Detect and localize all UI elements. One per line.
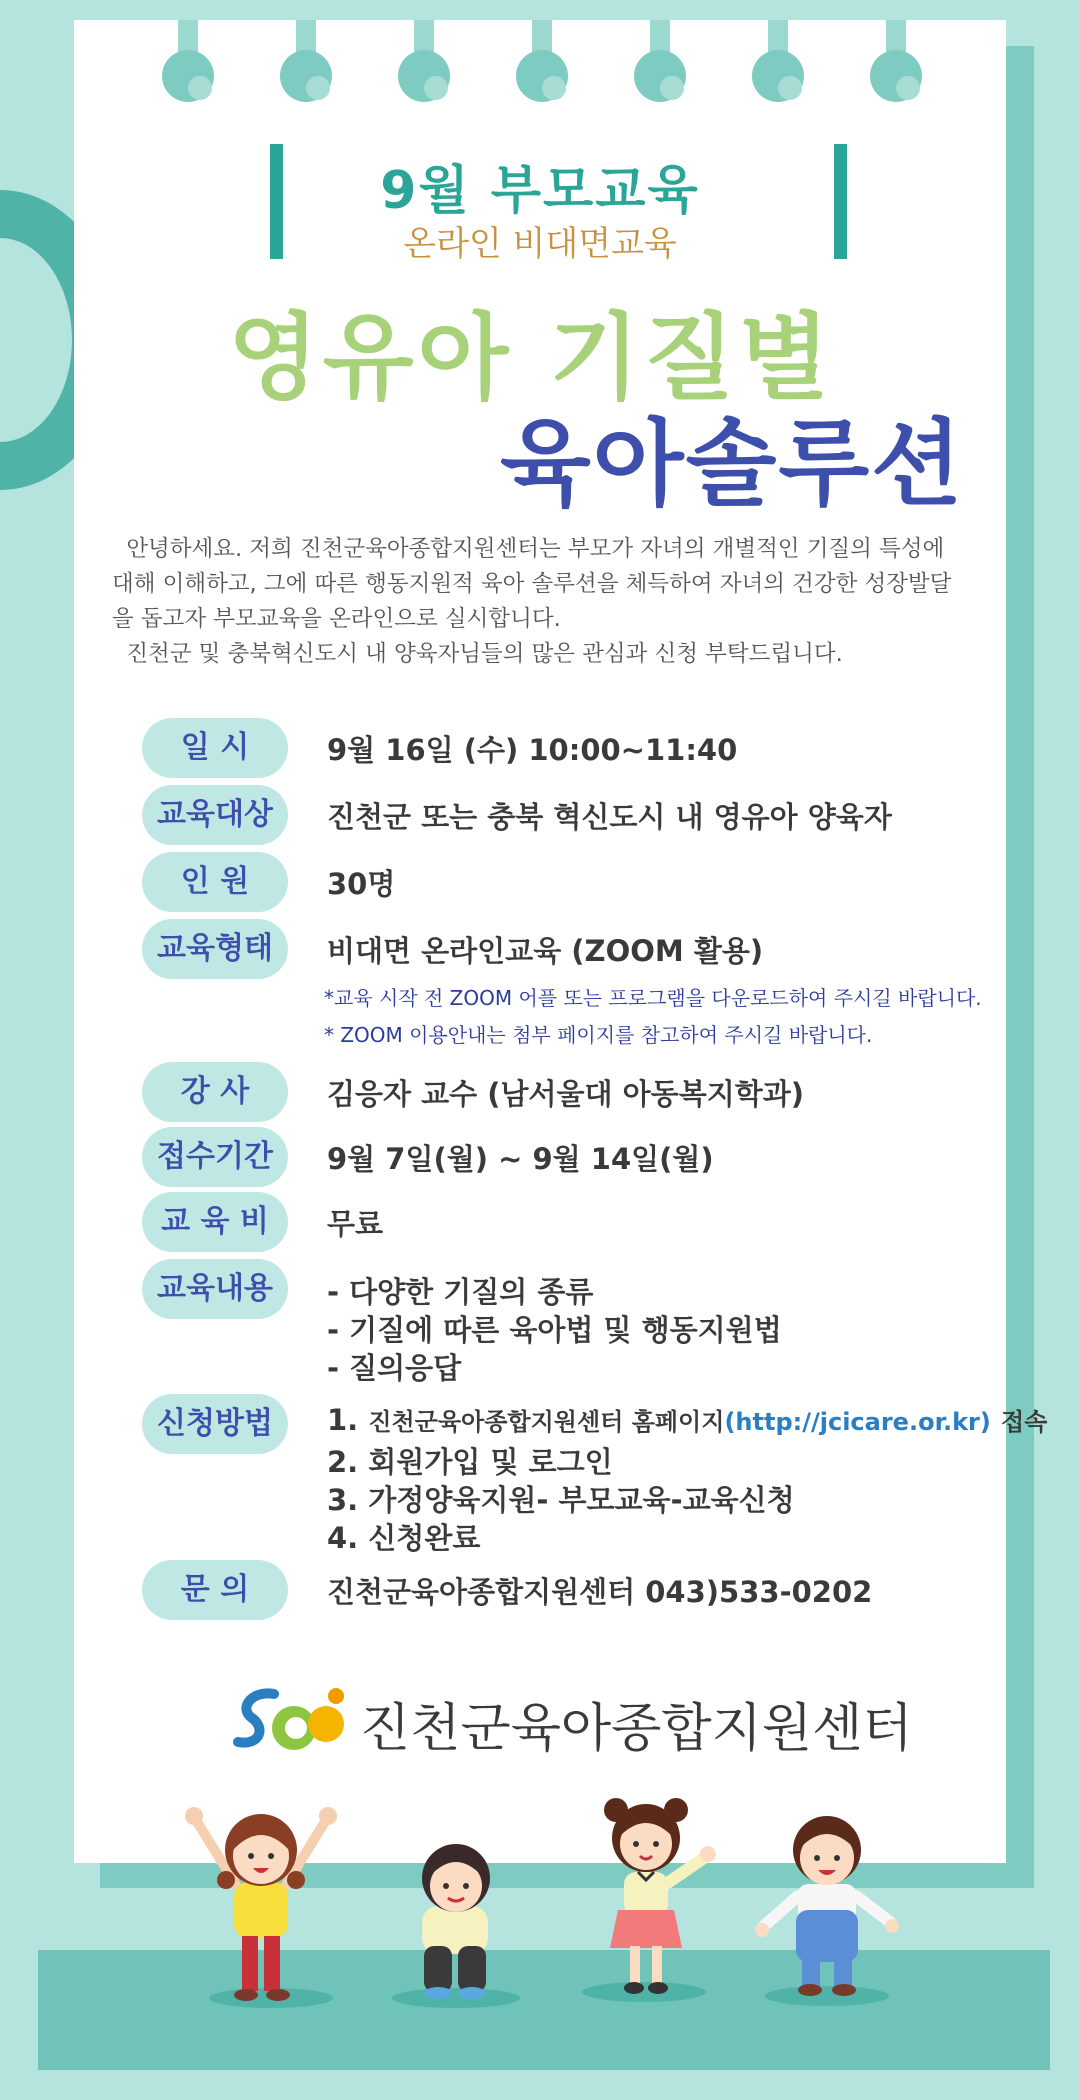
main-title-line1: 영유아 기질별 (228, 304, 834, 413)
intro-text (112, 532, 972, 672)
content-item: - 기질에 따른 육아법 및 행동지원법 (327, 1313, 782, 1347)
step-text: 진천군육아종합지원센터 홈페이지 (368, 1408, 725, 1436)
value-target: 진천군 또는 충북 혁신도시 내 영유아 양육자 (327, 800, 892, 834)
event-subtitle: 온라인 비대면교육 (403, 224, 677, 264)
intro-paragraph-1: 안녕하세요. 저희 진천군육아종합지원센터는 부모가 자녀의 개별적인 기질의 특성에 대해 이해하고, 그에 따른 행동지원적 육아 솔루션을 체득하여 자녀의 건강한 성장발달을 돕고자 부모교육을 온라인으로 실시합니다. (112, 536, 952, 632)
binder-ring-icon (280, 20, 332, 102)
event-title: 9월 부모교육 (380, 161, 700, 221)
boy-sitting-illustration (386, 1840, 526, 2010)
girl-cheering-illustration (176, 1790, 346, 2010)
format-note-1: *교육 시작 전 ZOOM 어플 또는 프로그램을 다운로드하여 주시길 바랍니다. (324, 986, 982, 1010)
value-people: 30명 (327, 867, 396, 901)
apply-step-2: 2. 회원가입 및 로그인 (327, 1445, 613, 1479)
format-note-2: * ZOOM 이용안내는 첨부 페이지를 참고하여 주시길 바랍니다. (324, 1023, 873, 1047)
step-number: 1. (327, 1403, 359, 1437)
label-period: 접수기간 (142, 1127, 288, 1187)
apply-step-4: 4. 신청완료 (327, 1521, 481, 1555)
logo-mark-icon (230, 1680, 360, 1760)
content-item: - 질의응답 (327, 1351, 462, 1385)
girl-waving-illustration (578, 1788, 728, 2003)
boy-overalls-illustration (752, 1806, 902, 2006)
homepage-link[interactable]: (http://jcicare.or.kr) (724, 1408, 991, 1436)
value-lecturer: 김응자 교수 (남서울대 아동복지학과) (327, 1077, 805, 1111)
value-period: 9월 7일(월) ~ 9월 14일(월) (327, 1142, 714, 1176)
intro-paragraph (112, 637, 972, 672)
label-lecturer: 강 사 (142, 1062, 288, 1122)
label-format: 교육형태 (142, 919, 288, 979)
apply-step-3: 3. 가정양육지원- 부모교육-교육신청 (327, 1483, 795, 1517)
label-content: 교육내용 (142, 1259, 288, 1319)
label-fee: 교 육 비 (142, 1192, 288, 1252)
binder-ring-icon (398, 20, 450, 102)
label-contact: 문 의 (142, 1560, 288, 1620)
intro-paragraph (112, 532, 972, 637)
value-contact: 진천군육아종합지원센터 043)533-0202 (327, 1575, 873, 1609)
apply-step-1 (327, 1402, 1047, 1437)
binder-ring-icon (752, 20, 804, 102)
binder-ring-icon (870, 20, 922, 102)
value-fee: 무료 (327, 1207, 384, 1241)
binder-ring-icon (634, 20, 686, 102)
binder-ring-icon (162, 20, 214, 102)
label-people: 인 원 (142, 852, 288, 912)
step-tail: 접속 (1000, 1408, 1048, 1436)
binder-ring-icon (516, 20, 568, 102)
intro-paragraph-2: 진천군 및 충북혁신도시 내 양육자님들의 많은 관심과 신청 부탁드립니다. (126, 641, 843, 667)
label-date: 일 시 (142, 718, 288, 778)
main-title-line2: 육아솔루션 (500, 410, 965, 519)
content-item: - 다양한 기질의 종류 (327, 1275, 594, 1309)
label-target: 교육대상 (142, 785, 288, 845)
center-logo (230, 1680, 913, 1760)
label-apply: 신청방법 (142, 1394, 288, 1454)
logo-text: 진천군육아종합지원센터 (360, 1699, 913, 1759)
value-format: 비대면 온라인교육 (ZOOM 활용) (327, 934, 764, 968)
value-date: 9월 16일 (수) 10:00~11:40 (327, 733, 738, 767)
